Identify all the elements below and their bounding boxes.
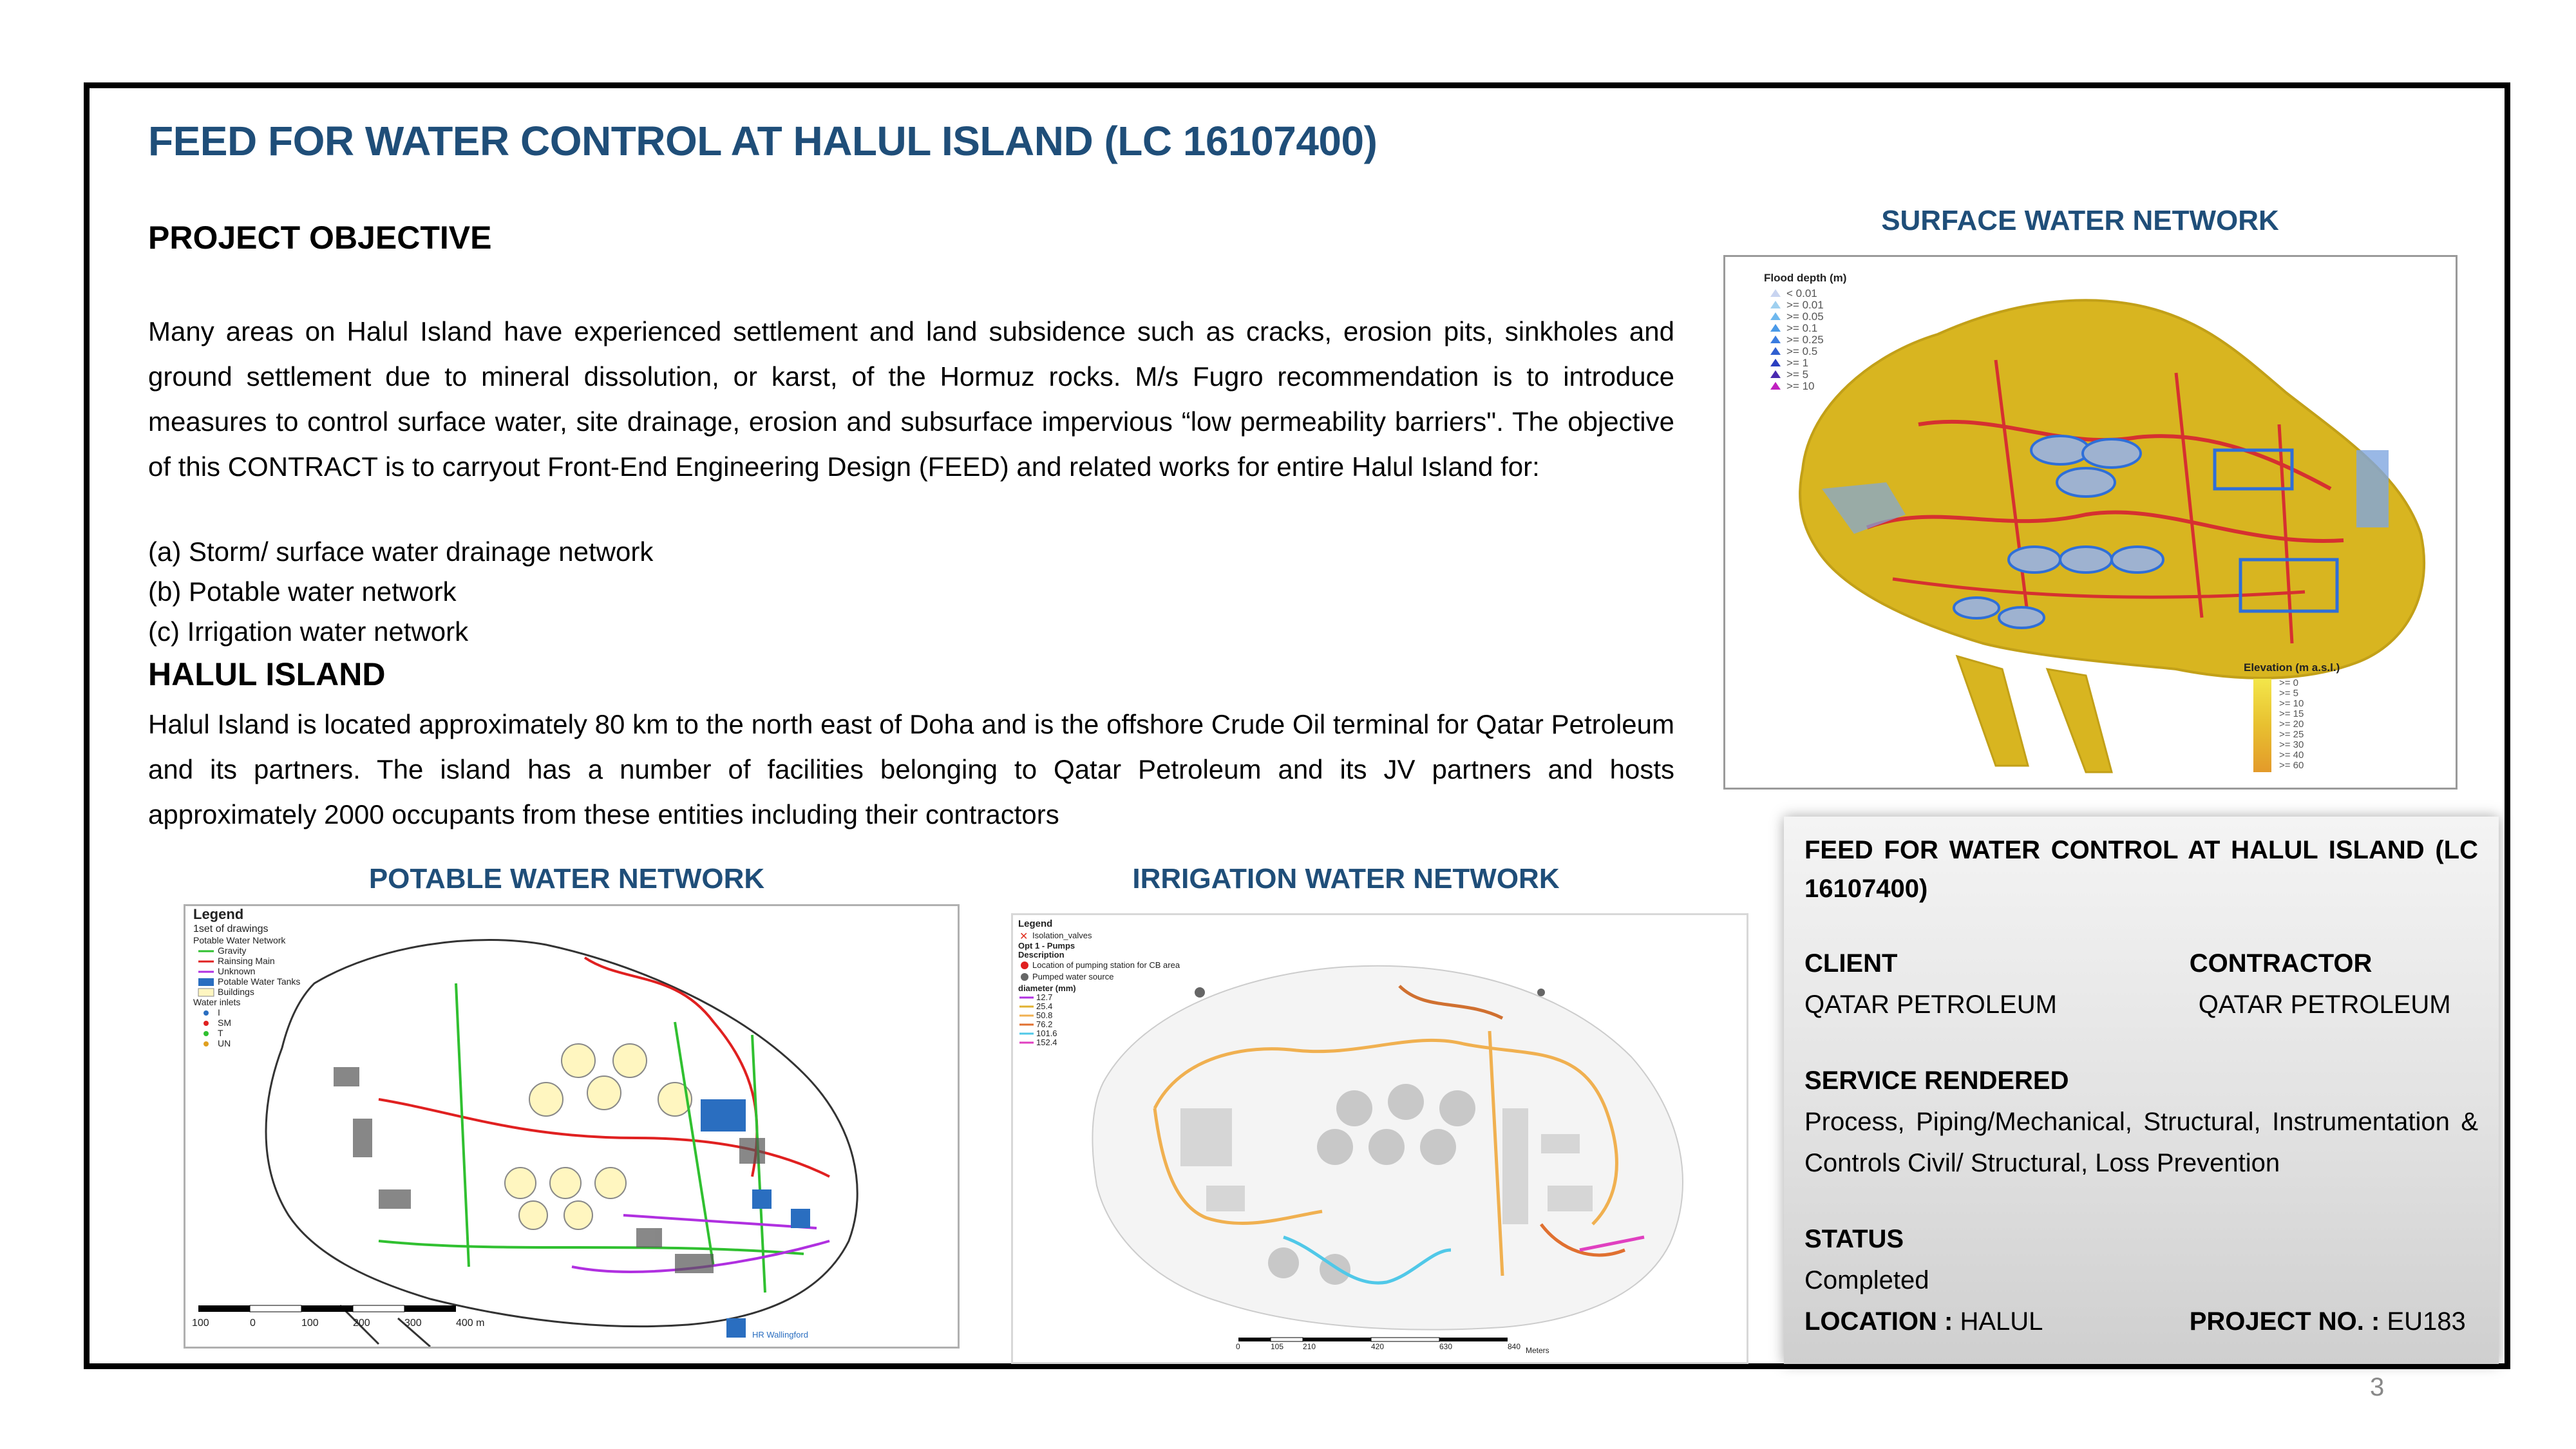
irrigation-legend-item: Description [1018,950,1065,960]
potable-network-map [184,904,960,1349]
irrigation-legend-item: 12.7 [1036,992,1053,1002]
flood-legend-item: >= 10 [1786,380,1815,392]
elevation-legend-item: >= 30 [2279,739,2304,750]
elevation-legend-item: >= 5 [2279,688,2299,699]
potable-legend-item: I [218,1007,220,1018]
elevation-legend-item: >= 10 [2279,698,2304,709]
objective-list [148,532,1243,652]
surface-map-graphic [1725,257,2456,788]
irrigation-legend-item: diameter (mm) [1018,983,1076,993]
flood-legend-item: >= 1 [1786,357,1809,369]
irrigation-legend-item: Opt 1 - Pumps [1018,941,1075,951]
location-field [1804,1301,2190,1342]
location-label: LOCATION : [1804,1307,1953,1336]
irrigation-legend-item: Isolation_valves [1032,931,1092,940]
status-label: STATUS [1804,1225,1904,1253]
potable-legend-item: UN [218,1038,231,1048]
potable-legend-item: Rainsing Main [218,956,275,966]
project-info-card [1784,817,2499,1364]
irrigation-legend-item: 76.2 [1036,1019,1053,1029]
elevation-legend-item: >= 20 [2279,719,2304,730]
irrigation-scale-bar [1238,1338,1508,1341]
pump-icon [1537,989,1545,996]
irrigation-legend-title: Legend [1018,918,1053,929]
potable-legend-item: Water inlets [193,997,241,1007]
potable-legend-item: Buildings [218,987,254,997]
client-label: CLIENT [1804,949,1898,978]
objective-item: (b) Potable water network [148,576,457,607]
objective-text: Many areas on Halul Island have experienced settlement and land subsidence such as cracks, erosion pits, sinkholes and ground settlement due to mineral dissolution, or karst, of the Hormuz rocks. M/s Fugro recommendation is to introduce measures to control surface water, site drainage, erosion and subsurface impervious “low permeability barriers". The objective of this CONTRACT is to carryout Front-End Engineering Design (FEED) and related works for entire Halul Island for: [148,316,1674,482]
potable-scale-label: 100 [301,1318,319,1329]
flood-legend-title: Flood depth (m) [1764,272,1847,284]
contractor-label: CONTRACTOR [2189,949,2372,978]
info-title: FEED FOR WATER CONTROL AT HALUL ISLAND (LC 16107400) [1804,836,2478,903]
project-number-field [2190,1301,2478,1342]
surface-network-title: SURFACE WATER NETWORK [1881,205,2279,236]
flood-legend-item: < 0.01 [1786,287,1817,299]
irrigation-legend-item: 50.8 [1036,1010,1053,1020]
irrigation-scale-label: 210 [1303,1342,1316,1351]
service-value: Process, Piping/Mechanical, Structural, Instrumentation & Controls Civil/ Structural, Loss Prevention [1804,1108,2478,1177]
potable-legend-item: SM [218,1018,231,1028]
isolation-valve-icon: ✕ [1019,930,1028,942]
potable-legend-item: Potable Water Network [193,935,286,945]
irrigation-legend-item: 152.4 [1036,1037,1057,1047]
potable-scale-label: 200 [353,1318,370,1329]
potable-logo-text: HR Wallingford [752,1330,808,1340]
irrigation-legend-item: Location of pumping station for CB area [1032,960,1180,970]
potable-scale-label: 100 [192,1318,209,1329]
island-heading: HALUL ISLAND [148,656,386,692]
irrigation-scale-label: 630 [1439,1342,1453,1351]
project-number-label: PROJECT NO. : [2189,1307,2380,1336]
page-title: FEED FOR WATER CONTROL AT HALUL ISLAND (LC 16107400) [148,118,1378,164]
flood-legend-item: >= 5 [1786,368,1809,381]
status-value: Completed [1804,1266,1929,1294]
flood-legend-swatches [1770,289,1781,390]
location-value: HALUL [1960,1307,2043,1336]
surface-network-map [1723,255,2458,790]
potable-legend-item: Gravity [218,945,247,956]
elevation-legend-swatch [2253,679,2271,772]
potable-legend-sub: 1set of drawings [193,923,269,934]
potable-legend-item: T [218,1028,223,1038]
flood-legend-item: >= 0.5 [1786,345,1818,357]
potable-scale-bar [198,1305,456,1312]
potable-scale-label: 300 [404,1318,422,1329]
service-label: SERVICE RENDERED [1804,1066,2069,1095]
pumping-station-icon [1195,987,1205,998]
elevation-legend-title: Elevation (m a.s.l.) [2244,661,2340,674]
flood-legend-item: >= 0.1 [1786,322,1818,334]
contractor-value: QATAR PETROLEUM [2198,990,2451,1019]
potable-legend-item: Unknown [218,966,256,976]
flood-legend-item: >= 0.25 [1786,334,1824,346]
irrigation-scale-label: 420 [1371,1342,1385,1351]
irrigation-network-map [1011,913,1748,1364]
client-value: QATAR PETROLEUM [1804,990,2057,1019]
potable-network-title: POTABLE WATER NETWORK [368,863,765,895]
hr-wallingford-logo-icon [726,1318,746,1338]
flood-legend-item: >= 0.01 [1786,299,1824,311]
page-number: 3 [2370,1373,2385,1401]
irrigation-network-title: IRRIGATION WATER NETWORK [1132,863,1560,895]
irrigation-scale-label: 0 [1236,1342,1240,1351]
elevation-legend-item: >= 25 [2279,729,2304,740]
potable-map-graphic [185,906,958,1347]
irrigation-scale-label: 105 [1271,1342,1284,1351]
flood-legend-item: >= 0.05 [1786,310,1824,323]
irrigation-scale-label: 840 [1508,1342,1521,1351]
objective-heading: PROJECT OBJECTIVE [148,220,492,256]
potable-scale-label: 400 m [456,1318,485,1329]
irrigation-legend-item: 101.6 [1036,1028,1057,1038]
potable-legend-title: Legend [193,906,244,922]
irrigation-legend-item: 25.4 [1036,1001,1053,1011]
irrigation-map-graphic [1013,915,1747,1362]
elevation-legend-item: >= 40 [2279,750,2304,761]
elevation-legend-item: >= 15 [2279,708,2304,719]
objective-item: (c) Irrigation water network [148,616,469,647]
island-text: Halul Island is located approximately 80 km to the north east of Doha and is the offshore Crude Oil terminal for Qatar Petroleum and its partners. The island has a number of facilities belonging to Qatar Petroleum and its JV partners and hosts approximately 2000 occupants from these entities including their contractors [148,709,1674,829]
objective-item: (a) Storm/ surface water drainage network [148,536,654,567]
elevation-legend-item: >= 60 [2279,760,2304,771]
irrigation-legend-item: Pumped water source [1032,972,1114,981]
project-number-value: EU183 [2387,1307,2466,1336]
irrigation-scale-unit: Meters [1526,1346,1549,1355]
potable-legend-item: Potable Water Tanks [218,976,301,987]
potable-scale-label: 0 [250,1318,256,1329]
elevation-legend-item: >= 0 [2279,677,2299,688]
